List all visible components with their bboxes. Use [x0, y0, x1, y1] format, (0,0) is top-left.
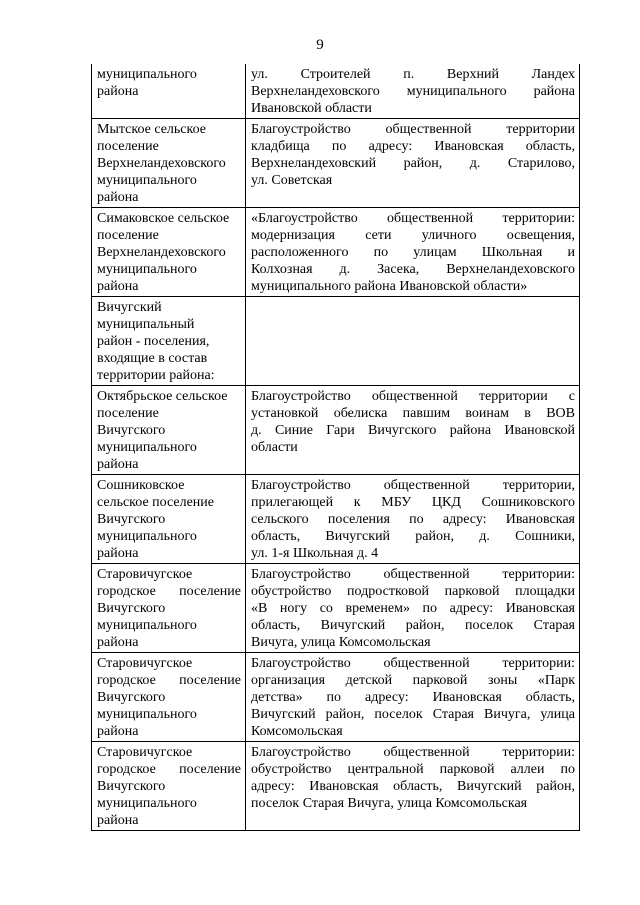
project-line: области	[251, 440, 298, 455]
project-line: Вичугский район, поселок Старая Вичуга, улица	[251, 707, 575, 722]
settlement-line: Мытское сельское	[97, 122, 206, 137]
project-cell	[246, 564, 580, 653]
settlement-line: Вичугского	[97, 690, 166, 705]
table-row	[92, 297, 580, 386]
project-line: модернизация сети уличного освещения,	[251, 228, 575, 243]
project-line: Благоустройство общественной территории:	[251, 567, 575, 582]
settlement-line: Старовичугское	[97, 656, 193, 671]
settlement-line: района	[97, 724, 139, 739]
settlement-line: района	[97, 813, 139, 828]
project-line: Благоустройство общественной территории с	[251, 389, 575, 404]
table-row	[92, 475, 580, 564]
settlement-line: Старовичугское	[97, 745, 193, 760]
project-line: детства» по адресу: Ивановская область,	[251, 690, 575, 705]
project-line: Ивановской области	[251, 101, 372, 116]
settlement-line: района	[97, 84, 139, 99]
settlement-line: муниципального	[97, 440, 197, 455]
project-line: Благоустройство общественной территории,	[251, 478, 575, 493]
project-cell	[246, 475, 580, 564]
settlement-line: поселение	[97, 406, 159, 421]
settlement-line: района	[97, 190, 139, 205]
settlement-line: городское поселение	[97, 762, 241, 777]
settlement-cell	[92, 297, 246, 386]
project-line: «В ногу со временем» по адресу: Ивановская	[251, 601, 575, 616]
table-row	[92, 119, 580, 208]
project-line: расположенного по улицам Школьная и	[251, 245, 575, 260]
project-line: обустройство подростковой парковой площадки	[251, 584, 575, 599]
project-line: область, Вичугский район, д. Сошники,	[251, 529, 575, 544]
settlement-cell	[92, 386, 246, 475]
settlement-line: Вичугского	[97, 601, 166, 616]
settlement-line: Верхнеландеховского	[97, 156, 226, 171]
table-row	[92, 653, 580, 742]
settlement-line: район - поселения,	[97, 334, 210, 349]
project-line: Комсомольская	[251, 724, 343, 739]
project-line: ул. Строителей п. Верхний Ландех	[251, 67, 575, 82]
settlement-cell	[92, 208, 246, 297]
project-cell	[246, 386, 580, 475]
project-line: ул. 1-я Школьная д. 4	[251, 546, 379, 561]
project-line: область, Вичугский район, поселок Старая	[251, 618, 575, 633]
project-line: «Благоустройство общественной территории:	[251, 211, 575, 226]
settlement-line: Сошниковское	[97, 478, 185, 493]
settlement-line: Старовичугское	[97, 567, 193, 582]
project-line: Благоустройство общественной территории:	[251, 656, 575, 671]
settlement-line: муниципального	[97, 529, 197, 544]
project-line: прилегающей к МБУ ЦКД Сошниковского	[251, 495, 575, 510]
project-cell	[246, 64, 580, 119]
settlement-line: района	[97, 457, 139, 472]
settlement-line: Вичугского	[97, 779, 166, 794]
project-cell	[246, 653, 580, 742]
project-line: сельского поселения по адресу: Ивановская	[251, 512, 575, 527]
settlement-cell	[92, 64, 246, 119]
project-line: муниципального района Ивановской области»	[251, 279, 528, 294]
settlement-line: входящие в состав	[97, 351, 208, 366]
project-line: Верхнеландеховского муниципального района	[251, 84, 575, 99]
project-line: установкой обелиска павшим воинам в ВОВ	[251, 406, 575, 421]
table-row	[92, 208, 580, 297]
project-line: ул. Советская	[251, 173, 333, 188]
settlement-cell	[92, 742, 246, 831]
settlement-line: района	[97, 279, 139, 294]
project-line: Вичуга, улица Комсомольская	[251, 635, 431, 650]
settlement-line: муниципальный	[97, 317, 195, 332]
project-line: д. Синие Гари Вичугского района Ивановской	[251, 423, 575, 438]
settlement-line: муниципального	[97, 707, 197, 722]
settlement-line: муниципального	[97, 67, 197, 82]
project-line: Колхозная д. Засека, Верхнеландеховского	[251, 262, 575, 277]
project-cell	[246, 208, 580, 297]
table-row	[92, 564, 580, 653]
settlement-cell	[92, 119, 246, 208]
settlement-line: территории района:	[97, 368, 215, 383]
settlement-line: Вичугский	[97, 300, 162, 315]
settlement-line: городское поселение	[97, 584, 241, 599]
project-cell	[246, 119, 580, 208]
settlement-line: муниципального	[97, 796, 197, 811]
project-line: обустройство центральной парковой аллеи по	[251, 762, 575, 777]
project-cell	[246, 742, 580, 831]
project-line: адресу: Ивановская область, Вичугский район,	[251, 779, 575, 794]
settlement-line: сельское поселение	[97, 495, 214, 510]
settlement-line: городское поселение	[97, 673, 241, 688]
table-row	[92, 742, 580, 831]
settlement-line: поселение	[97, 228, 159, 243]
settlement-line: района	[97, 635, 139, 650]
settlement-line: муниципального	[97, 173, 197, 188]
project-line: поселок Старая Вичуга, улица Комсомольская	[251, 796, 528, 811]
settlement-line: Верхнеландеховского	[97, 245, 226, 260]
projects-table	[91, 64, 580, 831]
project-cell-empty	[246, 297, 580, 386]
settlement-line: района	[97, 546, 139, 561]
page-number: 9	[316, 37, 324, 53]
project-line: Верхнеландеховский район, д. Старилово,	[251, 156, 575, 171]
settlement-line: муниципального	[97, 262, 197, 277]
project-line: организация детской парковой зоны «Парк	[251, 673, 575, 688]
project-line: кладбища по адресу: Ивановская область,	[251, 139, 575, 154]
settlement-line: Вичугского	[97, 423, 166, 438]
settlement-line: поселение	[97, 139, 159, 154]
table-row	[92, 64, 580, 119]
settlement-cell	[92, 653, 246, 742]
projects-table-body	[92, 64, 580, 831]
settlement-cell	[92, 564, 246, 653]
settlement-line: Симаковское сельское	[97, 211, 230, 226]
settlement-cell	[92, 475, 246, 564]
table-row	[92, 386, 580, 475]
project-line: Благоустройство общественной территории:	[251, 745, 575, 760]
settlement-line: муниципального	[97, 618, 197, 633]
settlement-line: Октябрьское сельское	[97, 389, 228, 404]
project-line: Благоустройство общественной территории	[251, 122, 575, 137]
settlement-line: Вичугского	[97, 512, 166, 527]
